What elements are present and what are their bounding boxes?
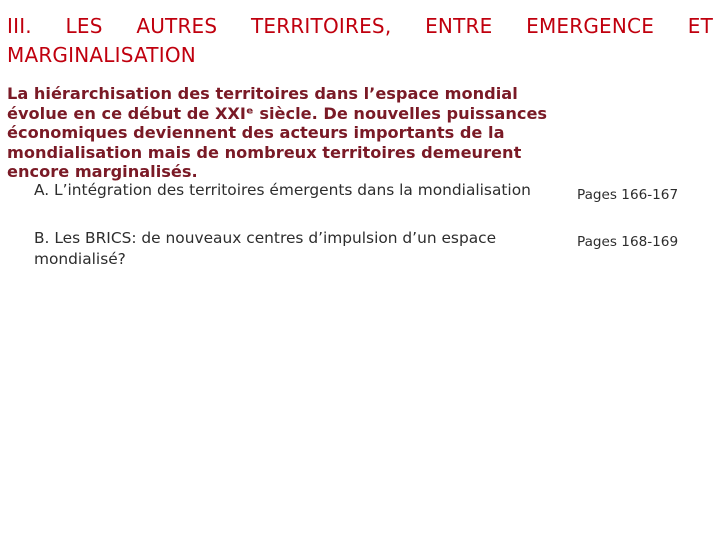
section-b-pages: Pages 168-169 xyxy=(577,234,679,250)
section-b-label: B. Les BRICS: de nouveaux centres d’impulsion d’un espace mondialisé? xyxy=(34,229,497,268)
section-a-pages: Pages 166-167 xyxy=(577,187,679,203)
intro-paragraph: La hiérarchisation des territoires dans l’espace mondial évolue en ce début de XXIᵉ siècle. De nouvelles puissances économiques deviennent des acteurs importants de la mondialisation mais de nombreux territoires demeurent encore marginalisés. xyxy=(7,84,548,181)
section-a-label: A. L’intégration des territoires émergents dans la mondialisation xyxy=(34,181,531,199)
slide-title: III. LES AUTRES TERRITOIRES, ENTRE EMERGENCE ET MARGINALISATION xyxy=(7,14,713,67)
